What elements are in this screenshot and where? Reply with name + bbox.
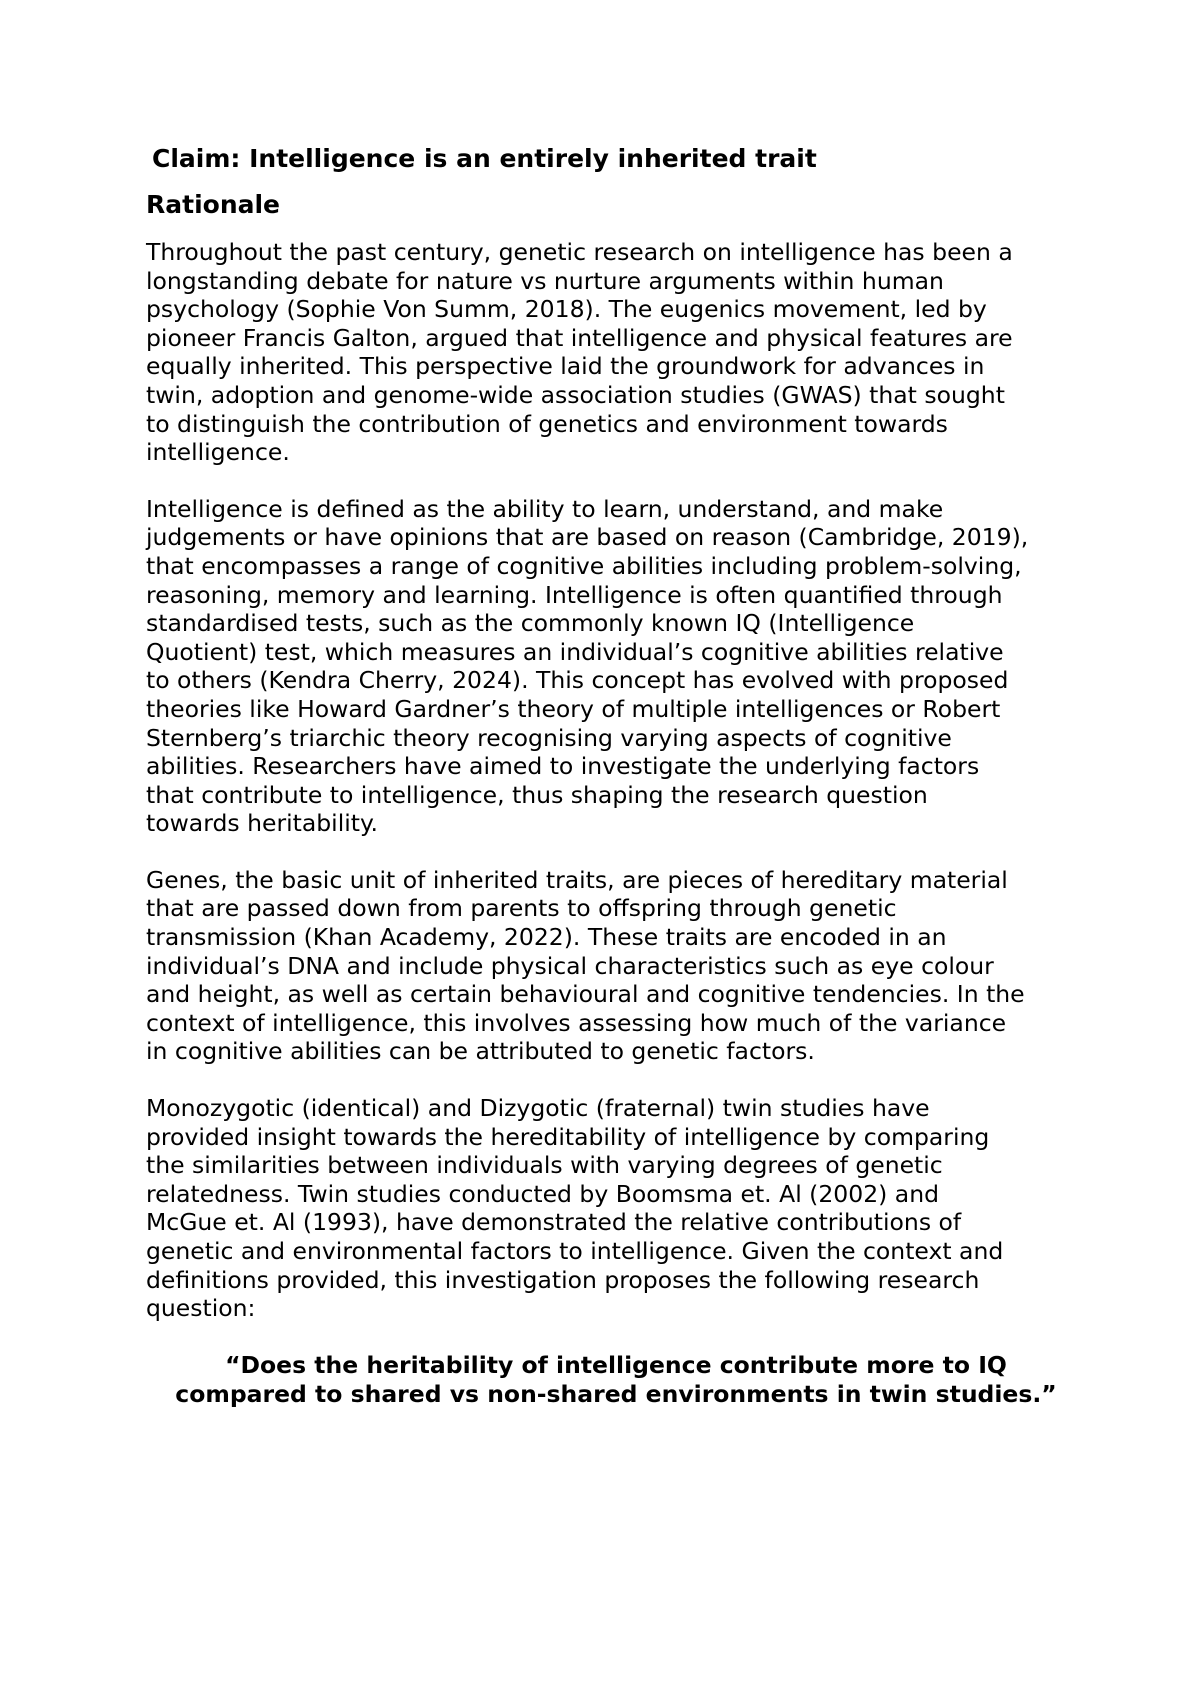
research-question-line: compared to shared vs non-shared environments in twin studies.” [175,1379,1057,1408]
text-line: that are passed down from parents to offspring through genetic [146,894,897,923]
text-line: and height, as well as certain behavioural and cognitive tendencies. In the [146,980,1025,1009]
text-line: pioneer Francis Galton, argued that intelligence and physical features are [146,323,1013,352]
text-line: definitions provided, this investigation proposes the following research [146,1265,980,1294]
text-line: Quotient) test, which measures an individual’s cognitive abilities relative [146,637,1004,666]
text-line: to others (Kendra Cherry, 2024). This concept has evolved with proposed [146,666,1009,695]
text-line: Monozygotic (identical) and Dizygotic (fraternal) twin studies have [146,1094,930,1123]
text-line: genetic and environmental factors to intelligence. Given the context and [146,1237,1004,1265]
text-line: transmission (Khan Academy, 2022). These traits are encoded in an [146,923,947,952]
text-line: intelligence. [146,438,290,467]
text-line: Genes, the basic unit of inherited traits, are pieces of hereditary material [146,865,1008,894]
research-question-line: “Does the heritability of intelligence contribute more to IQ [225,1350,1007,1379]
text-line: provided insight towards the hereditability of intelligence by comparing [146,1122,990,1151]
text-line: longstanding debate for nature vs nurture arguments within human [146,266,944,295]
text-line: equally inherited. This perspective laid the groundwork for advances in [146,352,985,381]
text-line: McGue et. Al (1993), have demonstrated the relative contributions of [146,1208,962,1237]
text-line: towards heritability. [146,809,378,838]
text-line: Throughout the past century, genetic research on intelligence has been a [146,238,1013,266]
text-line: abilities. Researchers have aimed to investigate the underlying factors [146,752,980,781]
text-line: in cognitive abilities can be attributed to genetic factors. [146,1037,815,1066]
rationale-heading: Rationale [146,190,281,219]
text-line: that contribute to intelligence, thus shaping the research question [146,780,928,809]
text-line: psychology (Sophie Von Summ, 2018). The eugenics movement, led by [146,295,987,324]
text-line: context of intelligence, this involves assessing how much of the variance [146,1008,1007,1037]
text-line: question: [146,1294,256,1323]
paragraph-genes [146,866,1086,1066]
research-question [146,1351,1086,1409]
text-line: theories like Howard Gardner’s theory of multiple intelligences or Robert [146,694,1001,723]
claim-title: Claim: Intelligence is an entirely inherited trait [152,144,817,173]
paragraph-definition [146,495,1086,838]
text-line: standardised tests, such as the commonly known IQ (Intelligence [146,609,915,638]
text-line: reasoning, memory and learning. Intelligence is often quantified through [146,580,1003,609]
text-line: individual’s DNA and include physical characteristics such as eye colour [146,951,994,980]
text-line: judgements or have opinions that are based on reason (Cambridge, 2019), [146,523,1029,552]
document-page [146,142,1086,1409]
paragraph-twin-studies [146,1094,1086,1323]
text-line: to distinguish the contribution of genetics and environment towards [146,409,948,438]
text-line: that encompasses a range of cognitive abilities including problem-solving, [146,551,1022,580]
text-line: Intelligence is defined as the ability to learn, understand, and make [146,494,944,523]
paragraph-history [146,238,1086,467]
text-line: Sternberg’s triarchic theory recognising varying aspects of cognitive [146,723,952,752]
text-line: twin, adoption and genome-wide association studies (GWAS) that sought [146,380,1005,409]
text-line: relatedness. Twin studies conducted by Boomsma et. Al (2002) and [146,1179,940,1208]
text-line: the similarities between individuals with varying degrees of genetic [146,1151,943,1180]
